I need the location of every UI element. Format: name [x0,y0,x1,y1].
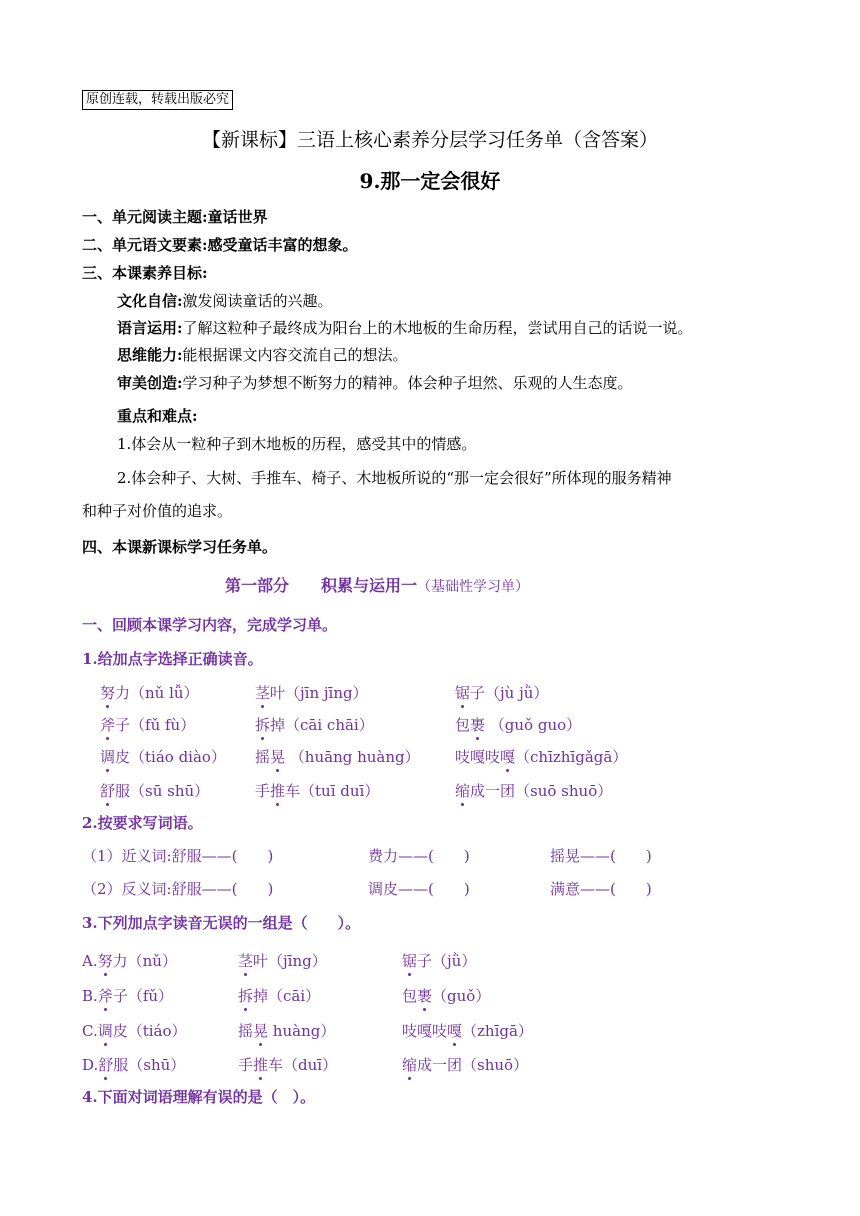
item-prefix: B. [82,987,98,1005]
question-4-title: 4.下面对词语理解有误的是（ ）。 [82,1088,316,1106]
option-item [82,985,173,1006]
option-item [238,1054,337,1075]
option-item [402,1020,533,1041]
synonym-row-item: 费力——( ) [368,847,470,865]
goal-culture [117,290,333,311]
dotted-character: 舒 [100,782,116,800]
goal-text: 激发阅读童话的兴趣。 [182,292,333,310]
dotted-character: 锯 [455,684,471,702]
copyright-badge: 原创连载，转载出版必究 [82,90,233,110]
item-suffix: 皮（tiáo diào） [115,748,226,766]
item-prefix: 包 [455,716,471,734]
dotted-character: 拆 [255,716,271,734]
dotted-character: 缩 [402,1056,418,1074]
item-prefix: 手 [255,782,271,800]
section-task-list: 四、本课新课标学习任务单。 [82,538,278,556]
option-item [238,1020,335,1041]
option-item [402,985,490,1006]
pinyin-choice-item [455,714,581,735]
item-suffix: 子（fǔ） [112,987,174,1005]
item-suffix: 服（shū） [113,1056,186,1074]
option-item [82,1054,185,1075]
pinyin-choice-item [100,780,209,801]
item-prefix: 吱嘎吱 [455,748,501,766]
item-suffix: （guǒ） [432,987,491,1005]
key-point-2-cont: 和种子对价值的追求。 [82,502,233,520]
item-suffix: （guǒ guo） [485,716,582,734]
dotted-character: 努 [97,952,113,970]
pinyin-choice-item [100,714,195,735]
question-1-title: 1.给加点字选择正确读音。 [82,650,263,668]
key-points-heading: 重点和难点: [117,407,198,425]
goal-text: 了解这粒种子最终成为阳台上的木地板的生命历程，尝试用自己的话说一说。 [182,319,693,337]
synonym-row-item: 摇晃——( ) [550,847,652,865]
part-one-subtitle: （基础性学习单） [417,579,530,595]
dotted-character: 晃 [270,748,286,766]
dotted-character: 裹 [417,987,433,1005]
option-item [82,950,177,971]
dotted-character: 推 [270,782,286,800]
goal-label: 文化自信: [117,292,183,310]
goal-label: 审美创造: [117,374,183,392]
item-suffix: （zhīgā） [462,1022,533,1040]
lesson-title: 9.那一定会很好 [359,169,501,193]
item-prefix: C. [82,1022,98,1040]
section-reading-theme: 一、单元阅读主题:童话世界 [82,208,268,226]
question-3-title: 3.下列加点字读音无误的一组是（ ）。 [82,914,361,932]
goal-label: 语言运用: [117,319,183,337]
item-suffix: 掉（cāi） [253,987,321,1005]
item-suffix: 成一团（shuō） [417,1056,529,1074]
item-suffix: 服（sū shū） [115,782,210,800]
dotted-character: 调 [97,1022,113,1040]
item-suffix: 车（tuī duī） [285,782,380,800]
option-item [402,1054,528,1075]
item-suffix: 掉（cāi chāi） [270,716,374,734]
item-suffix: 车（duī） [268,1056,338,1074]
dotted-character: 努 [100,684,116,702]
dotted-character: 嘎 [447,1022,463,1040]
dotted-character: 茎 [238,952,254,970]
item-suffix: （chīzhīgǎgā） [515,748,628,766]
pinyin-choice-item [455,746,627,767]
key-point-1: 1.体会从一粒种子到木地板的历程，感受其中的情感。 [117,435,477,453]
pinyin-choice-item [455,682,548,703]
antonym-row-label: （2）反义词:舒服——( ) [82,880,274,898]
item-suffix: 力（nǔ） [112,952,177,970]
item-prefix: A. [82,952,98,970]
dotted-character: 调 [100,748,116,766]
part-one-heading [225,573,529,596]
option-item [238,950,327,971]
part-one-title: 第一部分 积累与运用一 [225,576,418,595]
option-item [82,1020,187,1041]
option-item [238,985,320,1006]
item-suffix: 叶（jīn jīng） [270,684,368,702]
section-goals: 三、本课素养目标: [82,264,208,282]
dotted-character: 拆 [238,987,254,1005]
key-point-2: 2.体会种子、大树、手推车、椅子、木地板所说的“那一定会很好”所体现的服务精神 [117,469,672,487]
dotted-character: 舒 [98,1056,114,1074]
item-prefix: 摇 [255,748,271,766]
item-prefix: 包 [402,987,418,1005]
dotted-character: 推 [253,1056,269,1074]
item-suffix: 子（jù jǜ） [470,684,549,702]
item-prefix: 吱嘎吱 [402,1022,448,1040]
dotted-character: 嘎 [500,748,516,766]
synonym-row-label: （1）近义词:舒服——( ) [82,847,274,865]
antonym-row-item: 调皮——( ) [368,880,470,898]
dotted-character: 裹 [470,716,486,734]
pinyin-choice-item [455,780,612,801]
document-title: 【新课标】三语上核心素养分层学习任务单（含答案） [201,129,658,151]
question-2-title: 2.按要求写词语。 [82,814,203,832]
option-item [402,950,476,971]
pinyin-choice-item [255,714,374,735]
antonym-row-item: 满意——( ) [550,880,652,898]
goal-text: 学习种子为梦想不断努力的精神。体会种子坦然、乐观的人生态度。 [182,374,633,392]
section-language-element: 二、单元语文要素:感受童话丰富的想象。 [82,236,358,254]
review-heading: 一、回顾本课学习内容，完成学习单。 [82,616,338,634]
item-suffix: 皮（tiáo） [112,1022,187,1040]
item-suffix: huàng） [268,1022,336,1040]
item-suffix: 成一团（suō shuō） [470,782,613,800]
dotted-character: 锯 [402,952,418,970]
dotted-character: 缩 [455,782,471,800]
item-suffix: 力（nǔ lǚ） [115,684,199,702]
item-prefix: 摇 [238,1022,254,1040]
goal-thinking [117,344,408,365]
item-suffix: 子（fǔ fù） [115,716,196,734]
pinyin-choice-item [255,682,368,703]
item-suffix: 子（jǜ） [417,952,477,970]
pinyin-choice-item [255,780,379,801]
goal-language [117,317,693,338]
goal-aesthetic [117,372,633,393]
pinyin-choice-item [255,746,420,767]
item-prefix: D. [82,1056,99,1074]
goal-text: 能根据课文内容交流自己的想法。 [182,346,408,364]
goal-label: 思维能力: [117,346,183,364]
pinyin-choice-item [100,746,226,767]
item-suffix: 叶（jīng） [253,952,327,970]
item-prefix: 手 [238,1056,254,1074]
item-suffix: （huāng huàng） [285,748,420,766]
dotted-character: 斧 [100,716,116,734]
pinyin-choice-item [100,682,199,703]
dotted-character: 晃 [253,1022,269,1040]
dotted-character: 斧 [97,987,113,1005]
dotted-character: 茎 [255,684,271,702]
